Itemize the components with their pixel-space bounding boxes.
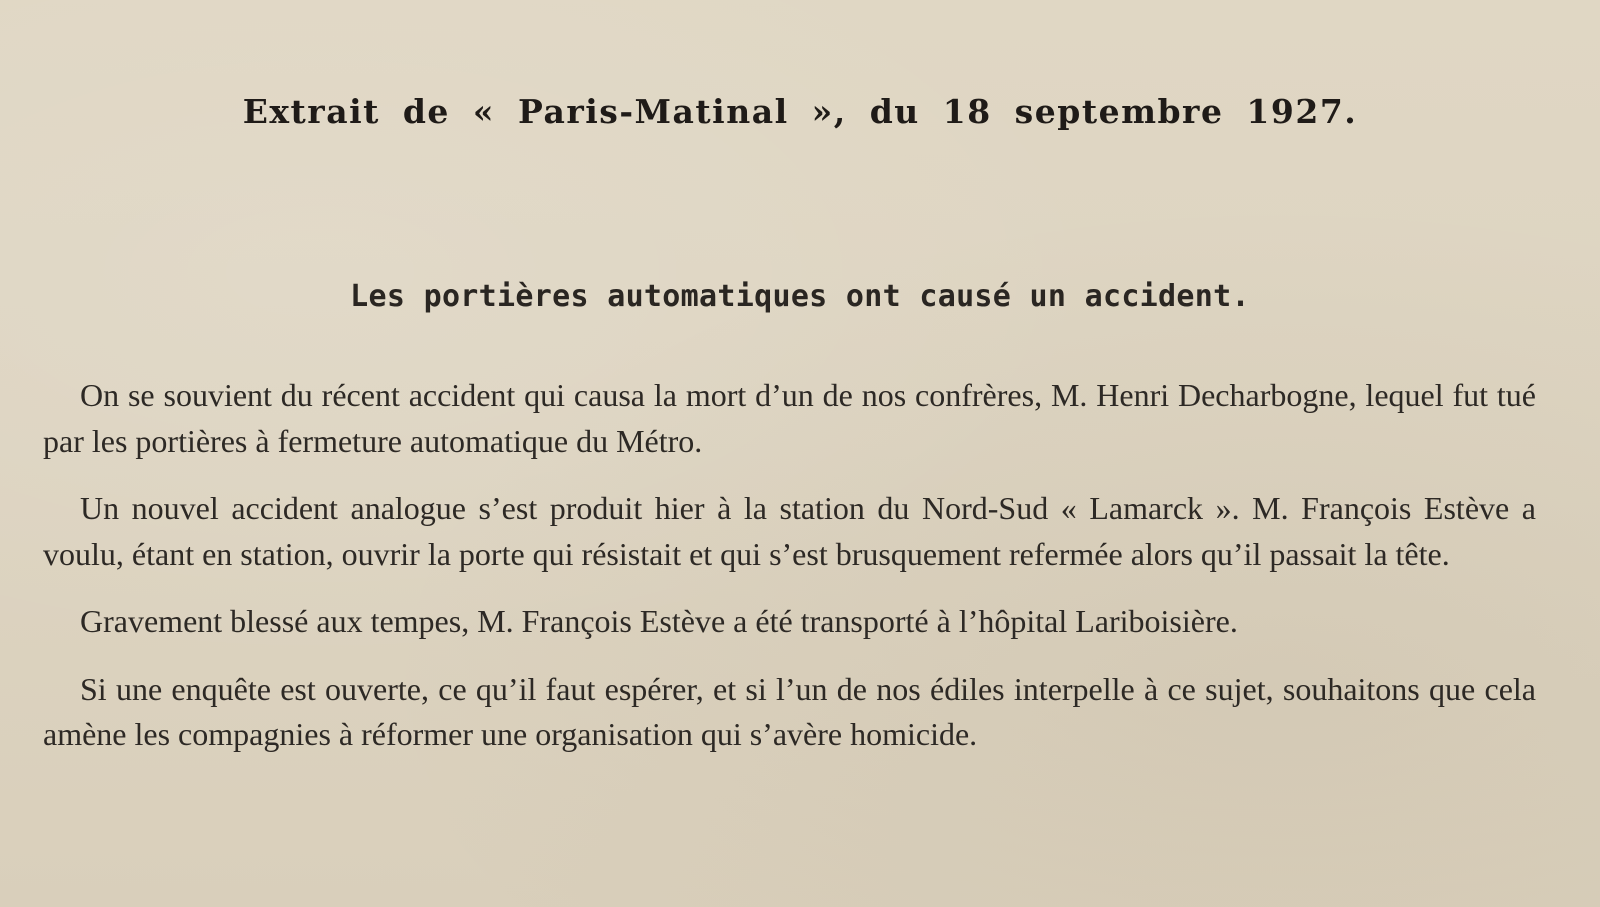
article-paragraph: Un nouvel accident analogue s’est produit hier à la station du Nord-Sud « Lamarck ». M. François Estève a voulu, étant en station, ouvrir la porte qui résistait et qui s’est brusquement refermée alors qu’il passait la tête. — [43, 490, 1536, 572]
article-paragraph: On se souvient du récent accident qui causa la mort d’un de nos confrères, M. Henri Decharbogne, lequel fut tué par les portières à fermeture automatique du Métro. — [43, 377, 1536, 459]
article-body — [43, 373, 1536, 780]
page-title: Extrait de « Paris-Matinal », du 18 septembre 1927. — [242, 92, 1358, 132]
article-paragraph: Si une enquête est ouverte, ce qu’il faut espérer, et si l’un de nos édiles interpelle à ce sujet, souhaitons que cela amène les compagnies à réformer une organisation qui s’avère homicide. — [43, 670, 1536, 752]
article-paragraph: Gravement blessé aux tempes, M. François Estève a été transporté à l’hôpital Lariboisière. — [80, 603, 1238, 639]
article-headline: Les portières automatiques ont causé un accident. — [350, 278, 1250, 314]
